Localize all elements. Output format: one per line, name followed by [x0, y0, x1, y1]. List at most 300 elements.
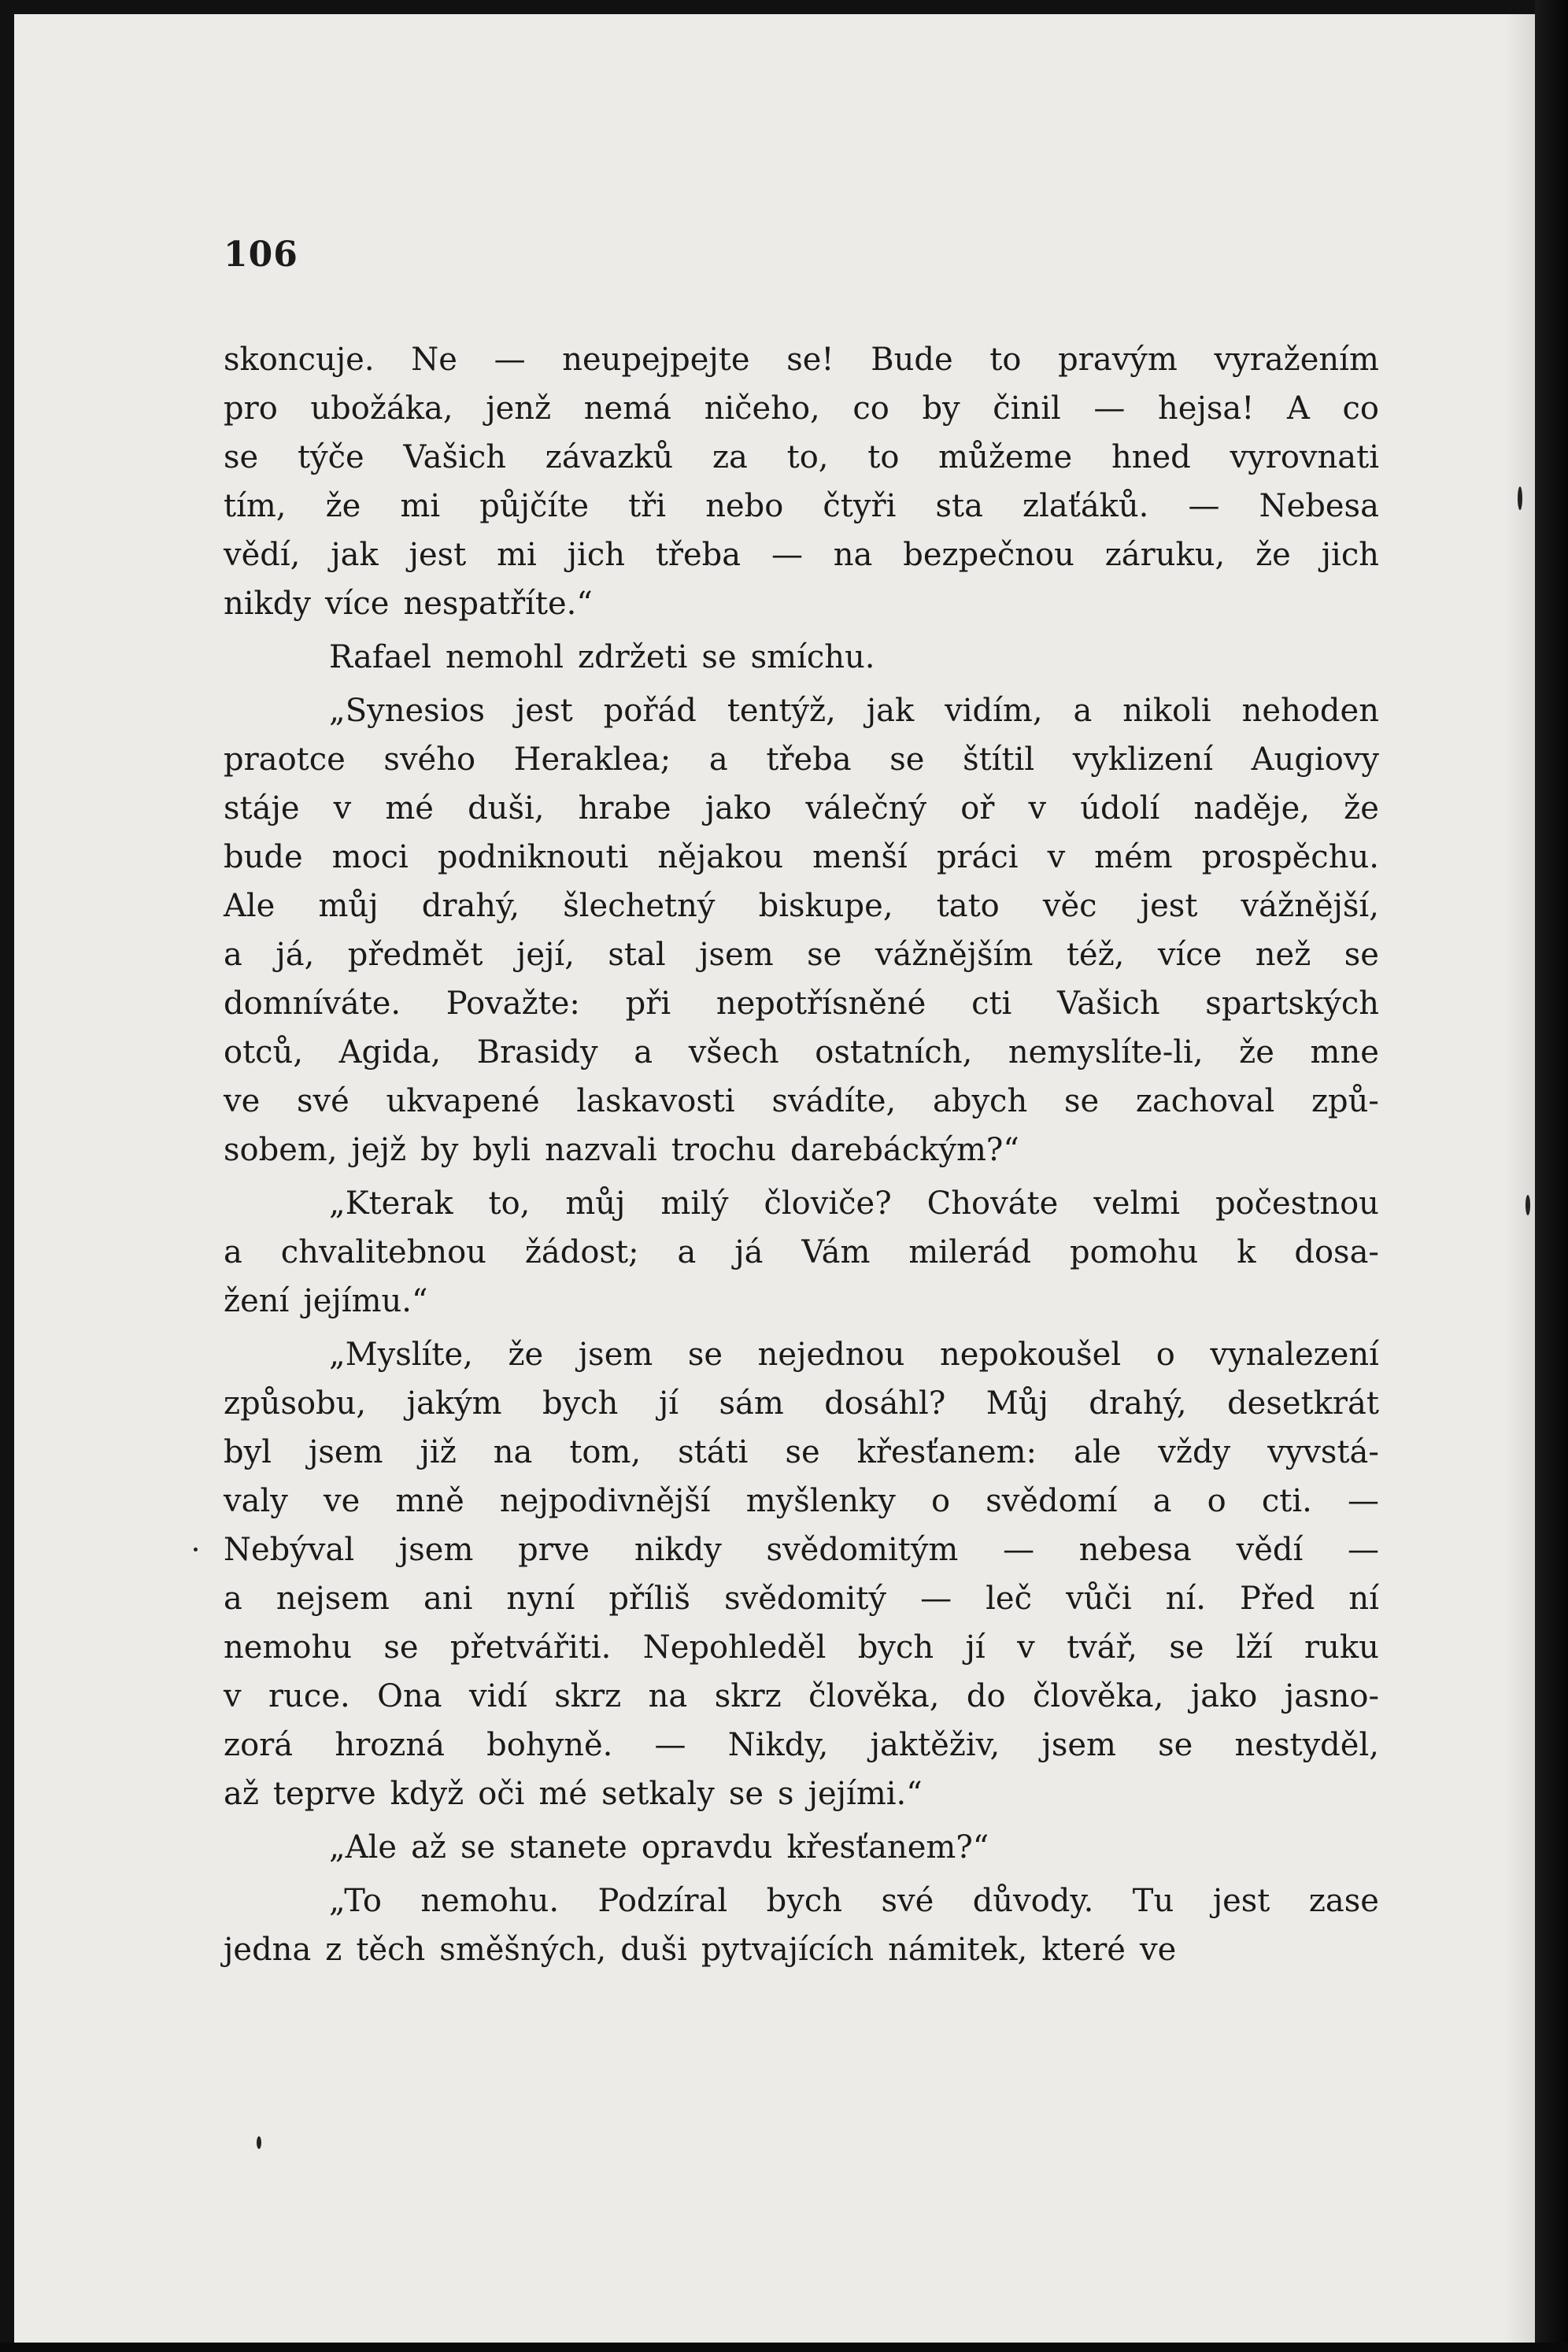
word: Chováte: [926, 1185, 1059, 1222]
text-line: [224, 1330, 1379, 1379]
word: že: [325, 488, 361, 524]
page-fold-shadow: [1503, 14, 1535, 2343]
word: „Kterak: [329, 1185, 453, 1222]
word: z: [325, 1932, 342, 1968]
word: na: [493, 1434, 533, 1470]
paper-speck: [1518, 486, 1522, 510]
word: nespatříte.“: [403, 586, 593, 622]
word: čtyři: [823, 488, 897, 524]
word: tím,: [224, 488, 287, 524]
word: pytvajících: [701, 1932, 875, 1968]
word: v: [224, 1678, 242, 1714]
word: to: [989, 342, 1022, 378]
word: jako: [1190, 1678, 1258, 1714]
word: a: [634, 1034, 653, 1071]
word: se: [1158, 1727, 1193, 1763]
word: nikdy: [224, 586, 311, 622]
word: Bude: [871, 342, 953, 378]
word: zorá: [224, 1727, 294, 1763]
word: —: [1093, 390, 1126, 427]
word: bohyně.: [486, 1727, 613, 1763]
word: Můj: [986, 1385, 1048, 1422]
word: já,: [276, 937, 315, 973]
word: vůči: [1066, 1581, 1132, 1617]
word: nejpodivnější: [499, 1483, 711, 1519]
word: zdržeti: [578, 639, 688, 675]
word: domníváte.: [224, 986, 401, 1022]
word: se: [1063, 1083, 1100, 1119]
word: by: [922, 390, 960, 427]
text-line: [224, 735, 1379, 784]
word: jakým: [406, 1385, 502, 1422]
word: jest: [1212, 1883, 1270, 1919]
word: Heraklea;: [513, 741, 671, 778]
word: Nebýval: [224, 1532, 355, 1568]
word: v: [333, 790, 352, 827]
word: cti.: [1261, 1483, 1312, 1519]
word: a: [224, 1581, 242, 1617]
word: v: [1017, 1629, 1035, 1666]
word: Ona: [377, 1678, 442, 1714]
word: mne: [1310, 1034, 1379, 1071]
word: duši: [620, 1932, 687, 1968]
word: jejž: [351, 1132, 407, 1168]
word: žádost;: [524, 1234, 639, 1270]
word: „Ale: [329, 1829, 398, 1866]
word: jí: [658, 1385, 679, 1422]
word: a: [1152, 1483, 1172, 1519]
body-text: [224, 335, 1379, 1974]
word: a: [708, 741, 728, 778]
text-line: [224, 384, 1379, 433]
word: naděje,: [1193, 790, 1311, 827]
word: a: [1073, 693, 1093, 729]
text-line: [224, 1228, 1379, 1277]
word: a: [224, 1234, 242, 1270]
text-line: [224, 1077, 1379, 1126]
word: nemá: [583, 390, 671, 427]
word: svědomitým: [766, 1532, 959, 1568]
word: způsobu,: [224, 1385, 367, 1422]
word: ruce.: [268, 1678, 350, 1714]
word: člověka,: [1033, 1678, 1164, 1714]
word: mém: [1094, 839, 1173, 875]
word: že: [1344, 790, 1379, 827]
word: Vám: [801, 1234, 871, 1270]
word: sobem,: [224, 1132, 338, 1168]
word: leč: [986, 1581, 1032, 1617]
word: ve: [1139, 1932, 1177, 1968]
word: milerád: [908, 1234, 1032, 1270]
word: bude: [224, 839, 303, 875]
word: svádíte,: [771, 1083, 897, 1119]
word: činil: [993, 390, 1061, 427]
word: se: [383, 1629, 419, 1666]
word: státi: [678, 1434, 749, 1470]
word: své: [297, 1083, 349, 1119]
word: vynalezení: [1210, 1337, 1379, 1373]
word: křesťanem:: [856, 1434, 1037, 1470]
word: námitek,: [888, 1932, 1028, 1968]
word: zlaťáků.: [1023, 488, 1149, 524]
word: v: [1028, 790, 1047, 827]
word: laskavosti: [576, 1083, 735, 1119]
word: počestnou: [1215, 1185, 1379, 1222]
word: můj: [565, 1185, 626, 1222]
word: se: [460, 1829, 496, 1866]
word: bezpečnou: [903, 537, 1074, 573]
word: které: [1041, 1932, 1126, 1968]
word: ruku: [1304, 1629, 1379, 1666]
word: Nikdy,: [727, 1727, 829, 1763]
word: zachoval: [1135, 1083, 1275, 1119]
word: vědí: [1236, 1532, 1304, 1568]
text-line: [224, 335, 1379, 384]
word: Rafael: [329, 639, 431, 675]
word: nejsem: [276, 1581, 390, 1617]
word: hejsa!: [1158, 390, 1255, 427]
word: jich: [567, 537, 625, 573]
word: prve: [518, 1532, 590, 1568]
word: stanete: [509, 1829, 627, 1866]
word: šlechetný: [563, 888, 716, 924]
word: jedna: [224, 1932, 312, 1968]
text-line: [224, 1028, 1379, 1077]
word: hrozná: [335, 1727, 445, 1763]
word: všech: [688, 1034, 779, 1071]
word: to: [867, 439, 900, 475]
word: člověka,: [808, 1678, 940, 1714]
word: vyražením: [1214, 342, 1379, 378]
word: záruku,: [1104, 537, 1226, 573]
word: nepotřísněné: [716, 986, 926, 1022]
word: jich: [1321, 537, 1379, 573]
word: jako: [704, 790, 772, 827]
word: jsem: [578, 1337, 653, 1373]
word: Ale: [224, 888, 276, 924]
text-line: [224, 784, 1379, 833]
word: válečný: [805, 790, 927, 827]
word: třeba: [766, 741, 852, 778]
word: —: [771, 537, 803, 573]
word: nemohu: [224, 1629, 352, 1666]
word: ani: [423, 1581, 473, 1617]
word: vědí,: [224, 537, 301, 573]
word: ukvapené: [386, 1083, 540, 1119]
word: oči: [478, 1776, 525, 1812]
word: směšných,: [439, 1932, 607, 1968]
word: darebáckým?“: [790, 1132, 1019, 1168]
word: a: [224, 937, 242, 973]
word: nazvali: [545, 1132, 657, 1168]
word: se: [1344, 937, 1379, 973]
word: pravým: [1058, 342, 1178, 378]
word: dosáhl?: [824, 1385, 946, 1422]
word: tvář,: [1067, 1629, 1138, 1666]
word: více: [325, 586, 390, 622]
word: křesťanem?“: [786, 1829, 989, 1866]
word: —: [1347, 1483, 1379, 1519]
word: vidí: [469, 1678, 527, 1714]
paper-speck: [257, 2136, 261, 2149]
word: nemohl: [446, 639, 564, 675]
word: týče: [297, 439, 364, 475]
word: že: [1239, 1034, 1274, 1071]
word: o: [1207, 1483, 1226, 1519]
word: se: [687, 1337, 723, 1373]
word: se: [701, 639, 737, 675]
word: údolí: [1080, 790, 1160, 827]
word: mi: [497, 537, 537, 573]
word: velmi: [1093, 1185, 1180, 1222]
word: neupejpejte: [562, 342, 750, 378]
word: jak: [331, 537, 379, 573]
word: k: [1237, 1234, 1256, 1270]
word: valy: [224, 1483, 288, 1519]
text-line: [224, 1379, 1379, 1428]
word: o: [1156, 1337, 1175, 1373]
word: prospěchu.: [1201, 839, 1379, 875]
word: abych: [933, 1083, 1028, 1119]
word: nemohu.: [420, 1883, 560, 1919]
word: práci: [936, 839, 1019, 875]
word: —: [920, 1581, 952, 1617]
word: tom,: [569, 1434, 642, 1470]
word: Vašich: [403, 439, 506, 475]
word: nebesa: [1078, 1532, 1192, 1568]
word: Považte:: [446, 986, 580, 1022]
word: pomohu: [1070, 1234, 1199, 1270]
text-line: [224, 1525, 1379, 1574]
word: mně: [395, 1483, 464, 1519]
word: a: [677, 1234, 697, 1270]
word: stal: [608, 937, 666, 973]
text-line: [224, 1477, 1379, 1525]
word: její,: [516, 937, 575, 973]
word: vyrovnati: [1230, 439, 1379, 475]
word: nebo: [705, 488, 784, 524]
word: to,: [488, 1185, 531, 1222]
word: menší: [812, 839, 908, 875]
word: človiče?: [764, 1185, 892, 1222]
word: duši,: [468, 790, 545, 827]
word: jest: [516, 693, 573, 729]
page-number: 106: [224, 235, 298, 275]
word: se: [785, 1434, 820, 1470]
word: ostatních,: [815, 1034, 973, 1071]
word: Nepohleděl: [642, 1629, 827, 1666]
word: milý: [660, 1185, 729, 1222]
word: skoncuje.: [224, 342, 375, 378]
text-line: [224, 1721, 1379, 1770]
word: drahý,: [1089, 1385, 1187, 1422]
word: vždy: [1158, 1434, 1231, 1470]
word: ničeho,: [704, 390, 820, 427]
word: nějakou: [657, 839, 784, 875]
word: při: [625, 986, 671, 1022]
text-line: [224, 633, 1379, 682]
word: svědomitý: [724, 1581, 886, 1617]
word: pořád: [603, 693, 697, 729]
text-line: [224, 1823, 1379, 1872]
text-line: [224, 882, 1379, 930]
word: nehoden: [1241, 693, 1379, 729]
word: můžeme: [938, 439, 1073, 475]
word: věc: [1042, 888, 1097, 924]
word: jsem: [308, 1434, 383, 1470]
word: zase: [1308, 1883, 1379, 1919]
word: dosa-: [1294, 1234, 1379, 1270]
word: vyvstá-: [1267, 1434, 1379, 1470]
text-line: [224, 686, 1379, 735]
word: —: [494, 342, 526, 378]
word: s: [778, 1776, 794, 1812]
text-line: [224, 1925, 1379, 1974]
word: Před: [1240, 1581, 1315, 1617]
text-line: [224, 531, 1379, 579]
text-line: [224, 433, 1379, 482]
word: stáje: [224, 790, 300, 827]
word: by: [420, 1132, 459, 1168]
word: na: [648, 1678, 688, 1714]
word: se: [1169, 1629, 1204, 1666]
word: půjčíte: [479, 488, 589, 524]
word: ubožáka,: [310, 390, 453, 427]
word: biskupe,: [758, 888, 893, 924]
text-line: [224, 930, 1379, 979]
word: své: [881, 1883, 934, 1919]
word: ve: [323, 1483, 361, 1519]
text-line: [224, 833, 1379, 882]
word: setkaly: [601, 1776, 715, 1812]
word: více: [1157, 937, 1222, 973]
word: třeba: [655, 537, 741, 573]
word: bych: [542, 1385, 619, 1422]
word: mé: [385, 790, 434, 827]
word: nyní: [506, 1581, 575, 1617]
scan-edge-right: [1535, 0, 1568, 2352]
word: ní: [1348, 1581, 1379, 1617]
word: drahý,: [421, 888, 520, 924]
word: jsem: [398, 1532, 474, 1568]
text-line: [224, 482, 1379, 531]
word: sta: [935, 488, 983, 524]
word: myšlenky: [745, 1483, 896, 1519]
word: se: [728, 1776, 764, 1812]
word: se!: [786, 342, 834, 378]
word: jejími.“: [808, 1776, 923, 1812]
word: Podzíral: [597, 1883, 728, 1919]
word: než: [1255, 937, 1311, 973]
word: předmět: [347, 937, 483, 973]
word: tentýž,: [727, 693, 836, 729]
word: až: [411, 1829, 446, 1866]
word: jest: [1140, 888, 1198, 924]
text-line: [224, 1770, 1379, 1818]
word: vyklizení: [1072, 741, 1214, 778]
word: —: [1003, 1532, 1035, 1568]
text-line: [224, 1877, 1379, 1925]
word: —: [654, 1727, 686, 1763]
word: ní.: [1165, 1581, 1206, 1617]
word: byl: [224, 1434, 272, 1470]
word: jak: [866, 693, 915, 729]
word: již: [420, 1434, 457, 1470]
word: vážnějším: [875, 937, 1034, 973]
word: A: [1286, 390, 1310, 427]
word: v: [1047, 839, 1066, 875]
text-line: [224, 1277, 1379, 1326]
word: nepokoušel: [939, 1337, 1122, 1373]
word: vážnější,: [1241, 888, 1379, 924]
word: ve: [224, 1083, 261, 1119]
word: důvody.: [972, 1883, 1094, 1919]
word: desetkrát: [1227, 1385, 1379, 1422]
word: vidím,: [945, 693, 1043, 729]
word: Ne: [411, 342, 457, 378]
word: co: [1342, 390, 1379, 427]
word: že: [1256, 537, 1291, 573]
word: žení: [224, 1283, 290, 1319]
paper-speck: [1525, 1195, 1530, 1215]
word: pro: [224, 390, 278, 427]
word: to,: [786, 439, 829, 475]
word: že: [508, 1337, 544, 1373]
word: otců,: [224, 1034, 304, 1071]
word: nemyslíte-li,: [1008, 1034, 1204, 1071]
book-page: [14, 14, 1535, 2343]
word: opravdu: [641, 1829, 773, 1866]
word: skrz: [554, 1678, 622, 1714]
word: —: [1188, 488, 1220, 524]
word: svého: [383, 741, 476, 778]
word: až: [224, 1776, 259, 1812]
word: Nebesa: [1259, 488, 1379, 524]
word: byli: [472, 1132, 531, 1168]
word: se: [224, 439, 259, 475]
text-line: [224, 1126, 1379, 1174]
word: se: [807, 937, 842, 973]
word: „Synesios: [329, 693, 486, 729]
word: „To: [329, 1883, 382, 1919]
word: Tu: [1132, 1883, 1174, 1919]
word: nikdy: [634, 1532, 722, 1568]
scan-edge-bottom: [0, 2343, 1568, 2352]
word: jí: [965, 1629, 986, 1666]
word: příliš: [608, 1581, 691, 1617]
word: můj: [318, 888, 379, 924]
text-line: [224, 1179, 1379, 1228]
word: Brasidy: [476, 1034, 598, 1071]
word: praotce: [224, 741, 346, 778]
word: tři: [628, 488, 667, 524]
text-line: [224, 1672, 1379, 1721]
word: já: [734, 1234, 764, 1270]
word: jest: [409, 537, 467, 573]
word: sám: [719, 1385, 784, 1422]
word: podniknouti: [437, 839, 629, 875]
word: trochu: [671, 1132, 777, 1168]
word: „Myslíte,: [329, 1337, 473, 1373]
word: za: [712, 439, 748, 475]
text-line: [224, 579, 1379, 628]
word: —: [1347, 1532, 1379, 1568]
word: přetvářiti.: [449, 1629, 612, 1666]
word: Agida,: [338, 1034, 442, 1071]
word: cti: [971, 986, 1012, 1022]
word: štítil: [963, 741, 1035, 778]
word: oř: [960, 790, 995, 827]
